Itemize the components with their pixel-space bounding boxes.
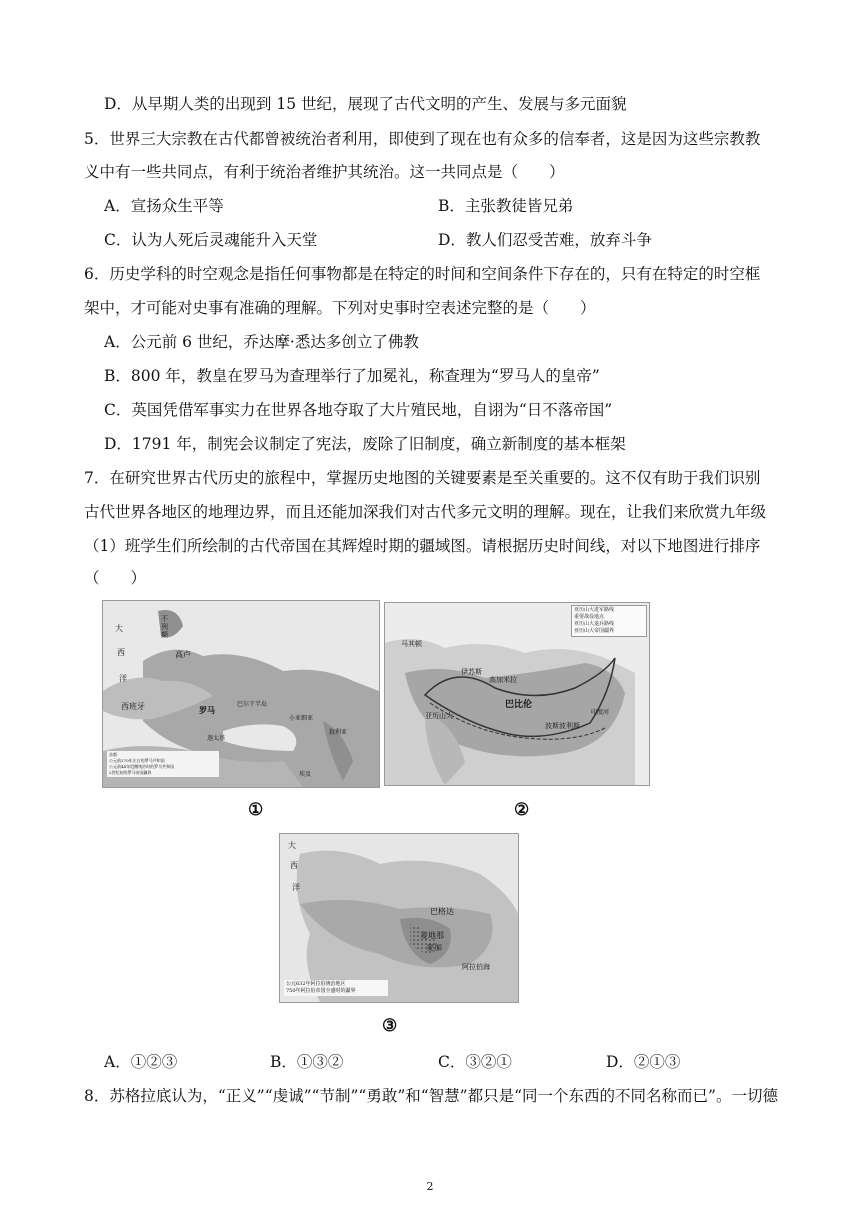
map2-legend: 亚历山大进军路线 重要战役地点 亚历山大退兵路线 亚历山大帝国疆界 [571,605,647,637]
map1-label: 叙利亚 [329,729,348,736]
map1-label: 巴尔干半岛 [237,701,268,708]
map1-label: 高卢 [175,650,191,659]
q6-option-c: C．英国凭借军事实力在世界各地夺取了大片殖民地，自诩为“日不落帝国” [104,401,613,419]
q7-stem-line1: 7．在研究世界古代历史的旅程中，掌握历史地图的关键要素是至关重要的。这不仅有助于我们识别 [84,469,761,487]
page-number: 2 [426,1180,434,1193]
map1-label: 大 [115,624,123,633]
map2-label: 波斯波利斯 [545,722,580,730]
map1-label: 西班牙 [121,702,145,711]
map1-label: 罗马 [199,705,215,715]
map1-label: 小亚细亚 [289,715,314,722]
map1-caption: ① [248,800,264,820]
q7-stem-line4: （ ） [84,569,147,587]
q7-option-d: D．②①③ [606,1053,681,1071]
map2-label: 高加米拉 [489,676,517,684]
map2-caption: ② [514,800,530,820]
map1-legend: 首都 公元前270年左右的罗马共和国 公元前44年恺撒统治时的罗马共和国 2世纪初的罗马帝国疆界 [107,751,219,777]
q6-stem-line1: 6．历史学科的时空观念是指任何事物都是在特定的时间和空间条件下存在的，只有在特定的时空框 [84,265,761,283]
map1-label: 洋 [119,674,127,683]
map1-label: 埃及 [299,771,312,778]
q7-option-b: B．①③② [270,1053,344,1071]
q7-stem-line3: （1）班学生们所绘制的古代帝国在其辉煌时期的疆域图。请根据历史时间线，对以下地图进行排序 [84,537,761,555]
q5-option-b: B．主张教徒皆兄弟 [438,197,574,215]
map2-label: 马其顿 [401,640,422,648]
map-alexander-empire [384,602,650,786]
map-arab-empire [279,833,519,1003]
map2-label: 亚历山大 [425,712,453,720]
q5-option-a: A．宣扬众生平等 [104,197,224,215]
q6-option-a: A．公元前 6 世纪，乔达摩·悉达多创立了佛教 [104,333,419,351]
q8-stem-line1: 8．苏格拉底认为，“正义”“虔诚”“节制”“勇敢”和“智慧”都只是“同一个东西的不同名称而已”。一切德 [84,1087,778,1105]
map1-label: 不列颠 [161,615,168,639]
map3-label: 巴格达 [430,907,454,916]
map3-label: 洋 [292,883,300,892]
q5-stem-line1: 5．世界三大宗教在古代都曾被统治者利用，即使到了现在也有众多的信奉者，这是因为这些宗教教 [84,130,761,148]
q6-option-b: B．800 年，教皇在罗马为查理举行了加冕礼，称查理为“罗马人的皇帝” [104,367,600,385]
map3-legend: 公元632年阿拉伯统治地区 750年阿拉伯帝国全盛时的疆界 [284,980,388,996]
q6-stem-line2: 架中，才可能对史事有准确的理解。下列对史事时空表述完整的是（ ） [84,299,596,317]
q5-option-c: C．认为人死后灵魂能升入天堂 [104,231,318,249]
q7-option-c: C．③②① [438,1053,512,1071]
map2-label: 巴比伦 [505,700,533,710]
q4-option-d: D．从早期人类的出现到 15 世纪，展现了古代文明的产生、发展与多元面貌 [104,95,627,113]
map3-label: 阿拉伯海 [462,963,490,971]
q7-stem-line2: 古代世界各地区的地理边界，而且还能加深我们对古代多元文明的理解。现在，让我们来欣赏九年级 [84,503,767,521]
map2-label: 伊苏斯 [461,668,482,676]
map3-label: 麦加 [426,943,442,952]
q6-option-d: D．1791 年，制宪会议制定了宪法，废除了旧制度，确立新制度的基本框架 [104,435,626,453]
map1-label: 迦太基 [207,735,226,742]
map3-caption: ③ [382,1016,398,1036]
map3-label: 西 [290,861,298,870]
map3-label: 麦地那 [420,931,444,940]
map2-label: 印度河 [591,709,610,716]
q5-stem-line2: 义中有一些共同点，有利于统治者维护其统治。这一共同点是（ ） [84,163,565,181]
q7-option-a: A．①②③ [104,1053,178,1071]
map-roman-empire [102,600,380,788]
q5-option-d: D．教人们忍受苦难，放弃斗争 [438,231,652,249]
map3-label: 大 [288,841,296,850]
map1-label: 西 [117,648,125,657]
